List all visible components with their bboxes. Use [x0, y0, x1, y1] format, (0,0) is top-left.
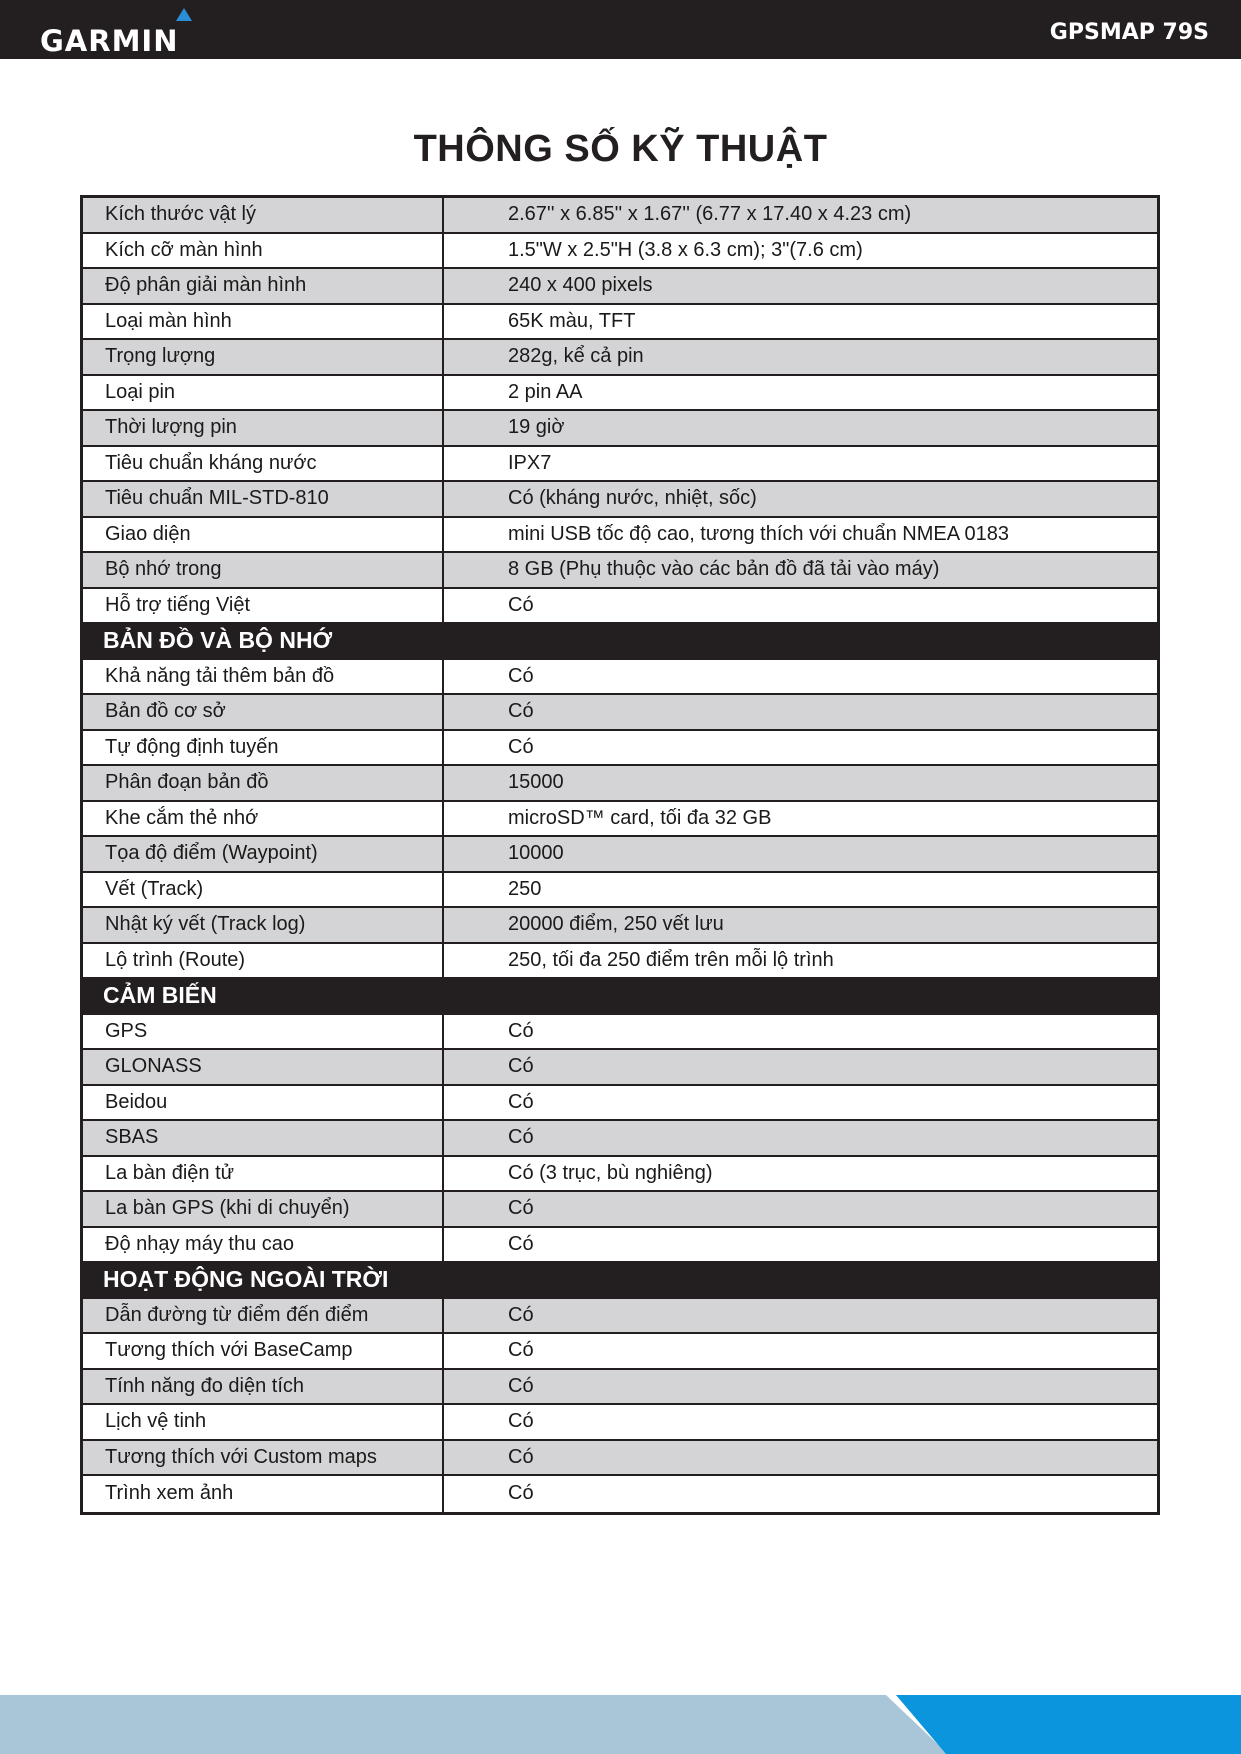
table-row	[83, 873, 1157, 909]
spec-label: Loại màn hình	[83, 305, 444, 339]
spec-value: 2 pin AA	[508, 380, 583, 403]
spec-label: Dẫn đường từ điểm đến điểm	[83, 1299, 444, 1333]
spec-label: Bản đồ cơ sở	[83, 695, 444, 729]
spec-label: Thời lượng pin	[83, 411, 444, 445]
brand-name: GARMIN	[40, 24, 179, 58]
spec-value: Có	[508, 1232, 534, 1255]
spec-value: Có	[508, 593, 534, 616]
table-row	[83, 1050, 1157, 1086]
table-row	[83, 1228, 1157, 1264]
spec-label: Phân đoạn bản đồ	[83, 766, 444, 800]
table-row	[83, 553, 1157, 589]
spec-label: Khe cắm thẻ nhớ	[83, 802, 444, 836]
spec-value: 1.5"W x 2.5"H (3.8 x 6.3 cm); 3"(7.6 cm)	[508, 238, 863, 261]
spec-value: 10000	[508, 842, 564, 865]
table-row	[83, 1334, 1157, 1370]
spec-label: La bàn điện tử	[83, 1157, 444, 1191]
table-row	[83, 482, 1157, 518]
table-row	[83, 589, 1157, 625]
brand-logo	[40, 6, 210, 56]
spec-label: Tương thích với Custom maps	[83, 1441, 444, 1475]
footer-accent	[896, 1695, 1241, 1754]
spec-label: Tiêu chuẩn kháng nước	[83, 447, 444, 481]
spec-label: Lịch vệ tinh	[83, 1405, 444, 1439]
spec-value: 15000	[508, 771, 564, 794]
spec-table	[80, 195, 1160, 1515]
spec-value: Có (3 trục, bù nghiêng)	[508, 1161, 713, 1184]
table-row	[83, 305, 1157, 341]
spec-value: Có	[508, 735, 534, 758]
spec-value: 19 giờ	[508, 416, 565, 439]
table-row	[83, 376, 1157, 412]
table-row	[83, 234, 1157, 270]
spec-label: Tự động định tuyến	[83, 731, 444, 765]
table-row	[83, 802, 1157, 838]
spec-value: Có	[508, 700, 534, 723]
table-row	[83, 447, 1157, 483]
spec-label: Giao diện	[83, 518, 444, 552]
table-row	[83, 660, 1157, 696]
spec-label: Tiêu chuẩn MIL-STD-810	[83, 482, 444, 516]
table-row	[83, 1192, 1157, 1228]
table-row	[83, 1476, 1157, 1512]
section-heading: BẢN ĐỒ VÀ BỘ NHỚ	[83, 624, 1157, 660]
section-heading: CẢM BIẾN	[83, 979, 1157, 1015]
table-row	[83, 1015, 1157, 1051]
spec-value: 250	[508, 877, 542, 900]
table-row	[83, 198, 1157, 234]
spec-label: Hỗ trợ tiếng Việt	[83, 589, 444, 623]
spec-label: Độ phân giải màn hình	[83, 269, 444, 303]
table-row	[83, 411, 1157, 447]
spec-label: Tương thích với BaseCamp	[83, 1334, 444, 1368]
spec-label: Loại pin	[83, 376, 444, 410]
section-heading: HOẠT ĐỘNG NGOÀI TRỜI	[83, 1263, 1157, 1299]
spec-value: Có	[508, 1090, 534, 1113]
spec-value: 8 GB (Phụ thuộc vào các bản đồ đã tải vào máy)	[508, 558, 940, 581]
spec-value: 65K màu, TFT	[508, 309, 636, 332]
spec-label: Kích thước vật lý	[83, 198, 444, 232]
table-row	[83, 731, 1157, 767]
spec-label: GLONASS	[83, 1050, 444, 1084]
table-row	[83, 1370, 1157, 1406]
logo-triangle-icon	[176, 8, 192, 21]
table-row	[83, 518, 1157, 554]
spec-label: Tính năng đo diện tích	[83, 1370, 444, 1404]
spec-label: GPS	[83, 1015, 444, 1049]
spec-label: Nhật ký vết (Track log)	[83, 908, 444, 942]
spec-value: 282g, kể cả pin	[508, 345, 644, 368]
spec-label: Bộ nhớ trong	[83, 553, 444, 587]
table-row	[83, 1086, 1157, 1122]
table-row	[83, 1441, 1157, 1477]
table-row	[83, 908, 1157, 944]
spec-value: IPX7	[508, 451, 552, 474]
table-row	[83, 269, 1157, 305]
header-bar	[0, 0, 1241, 59]
spec-label: Beidou	[83, 1086, 444, 1120]
table-row	[83, 1157, 1157, 1193]
table-row	[83, 340, 1157, 376]
table-row	[83, 837, 1157, 873]
spec-label: La bàn GPS (khi di chuyển)	[83, 1192, 444, 1226]
spec-value: Có	[508, 1197, 534, 1220]
table-row	[83, 766, 1157, 802]
spec-value: 2.67'' x 6.85'' x 1.67'' (6.77 x 17.40 x 4.23 cm)	[508, 203, 912, 226]
spec-value: 250, tối đa 250 điểm trên mỗi lộ trình	[508, 948, 834, 971]
spec-value: Có	[508, 664, 534, 687]
model-name: GPSMAP 79S	[1049, 20, 1209, 45]
page-title: THÔNG SỐ KỸ THUẬT	[413, 128, 828, 170]
spec-label: Lộ trình (Route)	[83, 944, 444, 978]
spec-value: Có	[508, 1445, 534, 1468]
spec-label: Vết (Track)	[83, 873, 444, 907]
spec-value: Có	[508, 1482, 534, 1505]
table-row	[83, 1121, 1157, 1157]
spec-value: Có	[508, 1055, 534, 1078]
spec-label: Độ nhạy máy thu cao	[83, 1228, 444, 1262]
spec-value: 240 x 400 pixels	[508, 274, 653, 297]
spec-value: microSD™ card, tối đa 32 GB	[508, 806, 772, 829]
table-row	[83, 1405, 1157, 1441]
table-row	[83, 1299, 1157, 1335]
spec-value: Có	[508, 1410, 534, 1433]
spec-label: Trình xem ảnh	[83, 1476, 444, 1512]
spec-value: mini USB tốc độ cao, tương thích với chuẩn NMEA 0183	[508, 522, 1009, 545]
spec-label: Kích cỡ màn hình	[83, 234, 444, 268]
spec-label: Khả năng tải thêm bản đồ	[83, 660, 444, 694]
spec-label: Tọa độ điểm (Waypoint)	[83, 837, 444, 871]
spec-value: Có	[508, 1126, 534, 1149]
spec-value: Có	[508, 1339, 534, 1362]
spec-value: Có (kháng nước, nhiệt, sốc)	[508, 487, 757, 510]
spec-label: Trọng lượng	[83, 340, 444, 374]
spec-label: SBAS	[83, 1121, 444, 1155]
table-row	[83, 695, 1157, 731]
footer-band	[0, 1695, 1241, 1754]
table-row	[83, 944, 1157, 980]
spec-value: 20000 điểm, 250 vết lưu	[508, 913, 724, 936]
spec-value: Có	[508, 1374, 534, 1397]
spec-value: Có	[508, 1303, 534, 1326]
spec-value: Có	[508, 1019, 534, 1042]
